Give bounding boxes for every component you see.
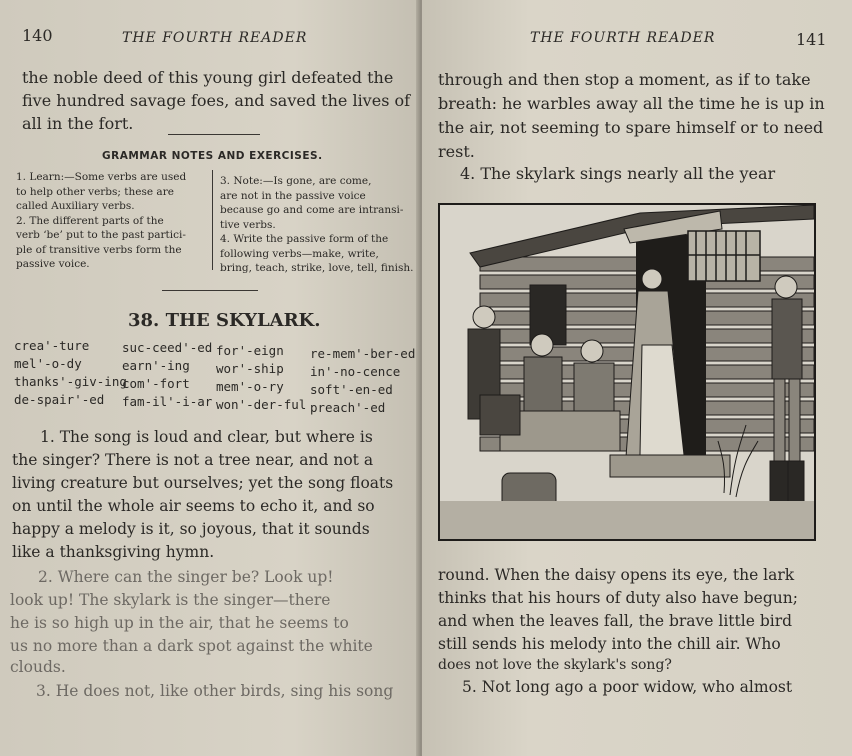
text-line: breath: he warbles away all the time he is up in [438,94,825,113]
text-line: and when the leaves fall, the brave little bird [438,612,793,630]
note-line: called Auxiliary verbs. [16,200,135,212]
text-line: look up! The skylark is the singer—there [10,591,331,609]
vocab-word: suc-ceed'-ed [122,340,213,355]
vocab-word: de-spair'-ed [14,392,105,407]
running-head: THE FOURTH READER [122,30,308,46]
text-line: thinks that his hours of duty also have begun; [438,589,798,607]
text-line: does not love the skylark's song? [438,657,672,673]
note-line: 4. Write the passive form of the [220,233,389,245]
text-line: happy a melody is it, so joyous, that it sounds [12,520,370,538]
text-line: still sends his melody into the chill air. Who [438,635,781,653]
vocab-column-3 [216,342,306,414]
vocab-word: mel'-o-dy [14,356,82,371]
divider [162,290,258,291]
text-line: the noble deed of this young girl defeated the [22,68,394,87]
vocab-word: in'-no-cence [310,364,401,379]
vocab-column-2 [122,339,212,411]
ground [440,501,814,539]
text-line: the singer? There is not a tree near, and not a [12,451,374,469]
vocab-word: thanks'-giv-ing [14,374,127,389]
text-line: rest. [438,142,475,161]
text-line: the air, not seeming to spare himself or to need [438,118,824,137]
vocab-word: for'-eign [216,343,284,358]
door-step [610,455,730,477]
text-line: us no more than a dark spot against the white [10,637,373,655]
vocab-word: soft'-en-ed [310,382,393,397]
vocab-word: wor'-ship [216,361,284,376]
grammar-notes-left [16,170,186,272]
page-number: 141 [796,30,827,49]
divider [168,134,260,135]
note-line: ple of transitive verbs form the [16,243,182,256]
text-line: round. When the daisy opens its eye, the lark [438,566,795,584]
vocab-word: earn'-ing [122,358,190,373]
text-line: through and then stop a moment, as if to take [438,70,811,89]
vocab-word: fam-il'-i-ar [122,394,213,409]
text-line: like a thanksgiving hymn. [12,543,215,561]
text-line: 2. Where can the singer be? Look up! [38,568,334,586]
vocab-word: preach'-ed [310,400,386,415]
note-line: 2. The different parts of the [16,214,164,227]
text-line: 3. He does not, like other birds, sing his song [36,682,394,700]
vocab-word: mem'-o-ry [216,379,284,394]
illustration-engraving [438,203,816,541]
note-column-divider [212,170,213,270]
left-page [0,0,420,756]
text-line: 1. The song is loud and clear, but where is [40,428,373,446]
text-line: on until the whole air seems to echo it, and so [12,497,375,515]
grammar-notes-right [220,174,413,276]
note-line: passive voice. [16,258,90,270]
running-head: THE FOURTH READER [530,30,716,46]
text-line: clouds. [10,658,66,676]
grammar-title: GRAMMAR NOTES AND EXERCISES. [102,150,323,162]
text-line: living creature but ourselves; yet the song floats [12,474,394,492]
vocab-word: com'-fort [122,376,190,391]
note-line: are not in the passive voice [220,189,366,202]
note-line: bring, teach, strike, love, tell, finish. [220,262,414,274]
text-line: 5. Not long ago a poor widow, who almost [462,678,793,696]
note-line: because go and come are intransi- [220,204,404,216]
vocab-word: crea'-ture [14,338,90,353]
note-line: following verbs—make, write, [220,247,379,260]
note-line: tive verbs. [220,218,276,231]
note-line: to help other verbs; these are [16,185,174,198]
text-line: all in the fort. [22,114,134,133]
note-line: 1. Learn:—Some verbs are used [16,171,187,183]
vocab-word: re-mem'-ber-ed [310,346,416,361]
text-line: he is so high up in the air, that he seems to [10,614,349,632]
bird-cage [688,231,760,281]
vocab-word: won'-der-ful [216,397,307,412]
log-cabin-scene [440,205,814,539]
page-number: 140 [22,26,53,45]
note-line: 3. Note:—Is gone, are come, [220,175,372,187]
note-line: verb ‘be’ put to the past partici- [16,229,186,241]
text-line: 4. The skylark sings nearly all the year [460,164,776,183]
chapter-title: 38. THE SKYLARK. [128,310,321,331]
vocab-column-4 [310,345,415,417]
vocab-column-1 [14,337,127,409]
text-line: five hundred savage foes, and saved the lives of [22,91,411,110]
